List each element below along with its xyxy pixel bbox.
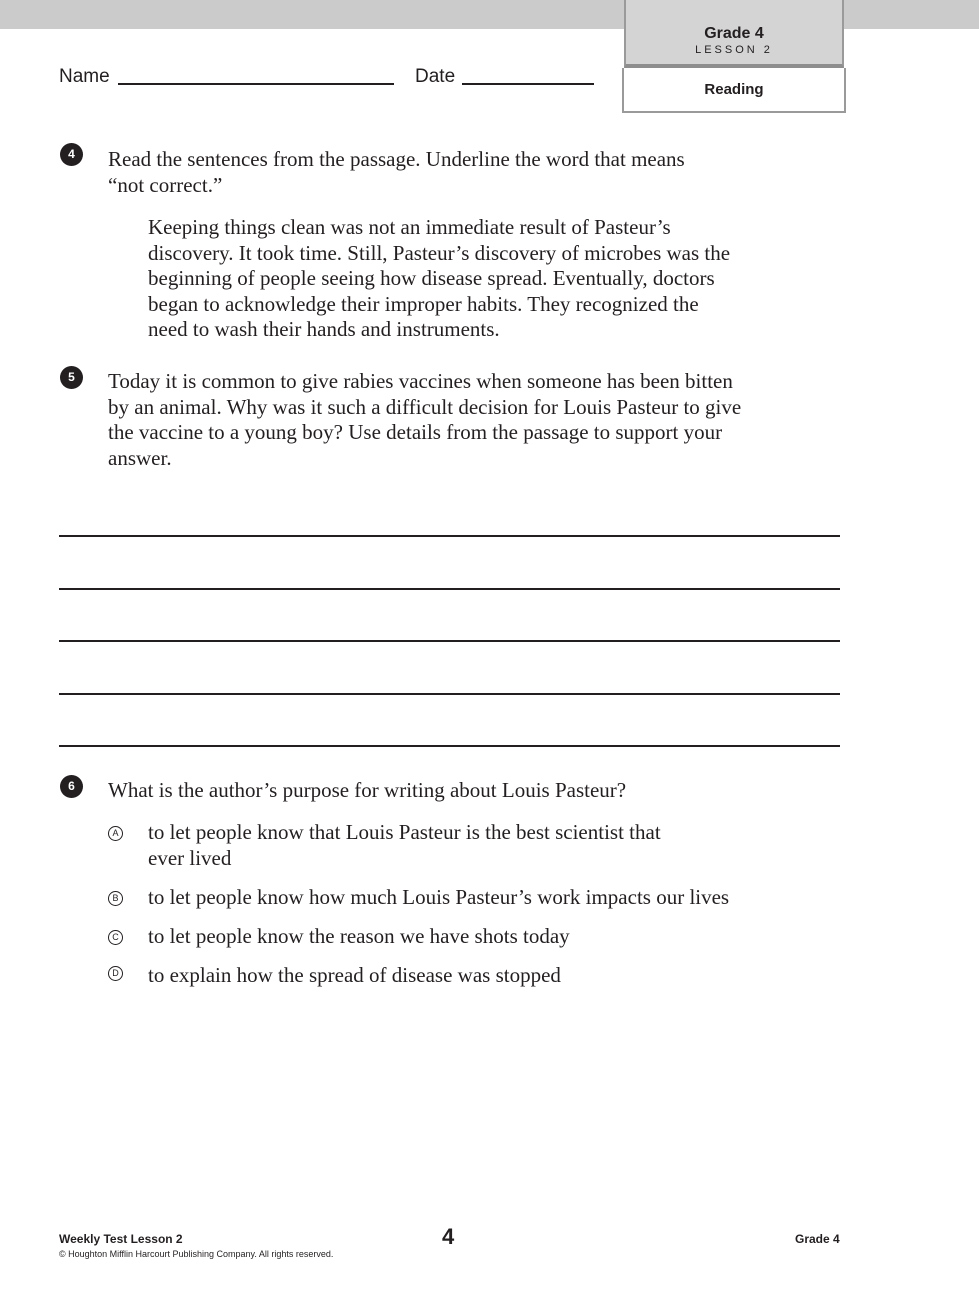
page-number: 4 bbox=[442, 1224, 455, 1249]
option-b-bubble[interactable]: B bbox=[108, 891, 123, 906]
prompt-line: by an animal. Why was it such a difficult decision for Louis Pasteur to give bbox=[108, 394, 742, 419]
option-c-bubble[interactable]: C bbox=[108, 930, 123, 945]
option-a-bubble[interactable]: A bbox=[108, 826, 123, 841]
option-d-bubble[interactable]: D bbox=[108, 966, 123, 981]
date-field[interactable] bbox=[462, 83, 594, 85]
answer-line[interactable] bbox=[59, 693, 840, 695]
option-c-text[interactable] bbox=[148, 924, 828, 950]
footer-copyright: © Houghton Mifflin Harcourt Publishing Company. All rights reserved. bbox=[59, 1249, 334, 1259]
option-line: ever lived bbox=[148, 845, 232, 870]
answer-line[interactable] bbox=[59, 640, 840, 642]
question-5-prompt bbox=[108, 369, 808, 471]
passage-line[interactable]: discovery. It took time. Still, Pasteur’s discovery of microbes was the bbox=[148, 240, 731, 265]
name-field[interactable] bbox=[118, 83, 394, 85]
option-line: to let people know how much Louis Pasteur’s work impacts our lives bbox=[148, 885, 730, 909]
option-line: to let people know the reason we have shots today bbox=[148, 924, 570, 948]
subject-label: Reading bbox=[622, 68, 846, 113]
question-4-passage bbox=[148, 215, 808, 343]
option-d-text[interactable] bbox=[148, 963, 828, 989]
question-4-prompt bbox=[108, 147, 808, 198]
question-6-prompt: What is the author’s purpose for writing about Louis Pasteur? bbox=[108, 778, 627, 802]
prompt-line: Read the sentences from the passage. Underline the word that means bbox=[108, 147, 685, 171]
option-line: to let people know that Louis Pasteur is the best scientist that bbox=[148, 820, 661, 844]
footer-grade: Grade 4 bbox=[795, 1232, 840, 1246]
question-number-badge: 4 bbox=[60, 143, 83, 166]
lesson-label: LESSON 2 bbox=[695, 44, 773, 56]
name-label: Name bbox=[59, 66, 110, 87]
option-line: to explain how the spread of disease was stopped bbox=[148, 963, 561, 987]
footer-test-name: Weekly Test Lesson 2 bbox=[59, 1232, 183, 1246]
answer-line[interactable] bbox=[59, 535, 840, 537]
passage-line[interactable]: began to acknowledge their improper habits. They recognized the bbox=[148, 291, 699, 316]
question-number-badge: 6 bbox=[60, 775, 83, 798]
passage-line[interactable]: Keeping things clean was not an immediate result of Pasteur’s bbox=[148, 215, 671, 239]
answer-line[interactable] bbox=[59, 588, 840, 590]
prompt-line: “not correct.” bbox=[108, 172, 223, 197]
option-b-text[interactable] bbox=[148, 885, 828, 911]
answer-line[interactable] bbox=[59, 745, 840, 747]
date-label: Date bbox=[415, 66, 456, 87]
prompt-line: answer. bbox=[108, 445, 172, 470]
prompt-line: the vaccine to a young boy? Use details from the passage to support your bbox=[108, 420, 723, 444]
passage-line[interactable]: need to wash their hands and instruments. bbox=[148, 317, 500, 341]
question-number-badge: 5 bbox=[60, 366, 83, 389]
grade-box bbox=[624, 0, 844, 68]
prompt-line: Today it is common to give rabies vaccines when someone has been bitten bbox=[108, 369, 733, 393]
grade-label: Grade 4 bbox=[704, 25, 764, 42]
passage-line[interactable]: beginning of people seeing how disease spread. Eventually, doctors bbox=[148, 266, 715, 290]
option-a-text[interactable] bbox=[148, 820, 828, 871]
